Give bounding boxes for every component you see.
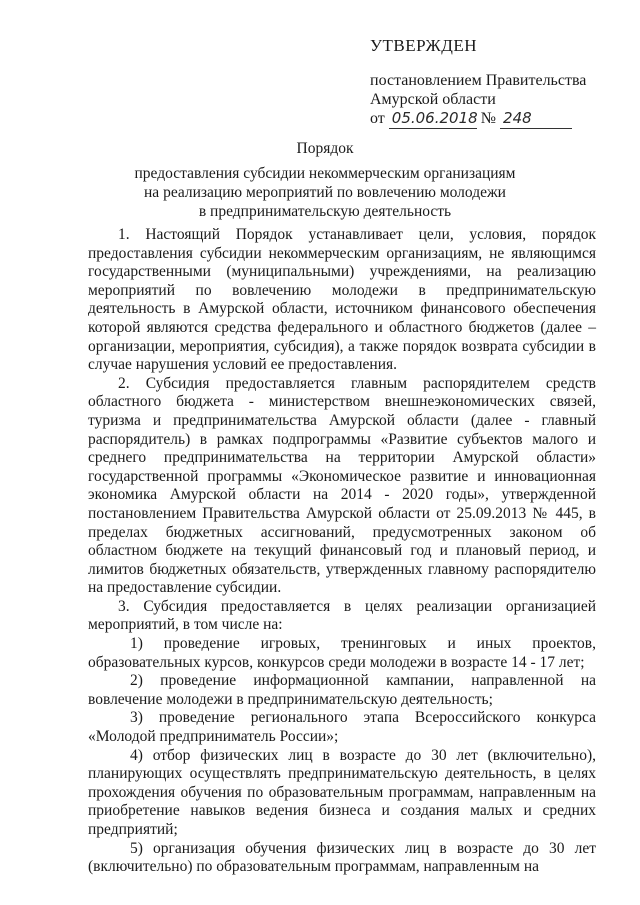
list-item-5: 5) организация обучения физических лиц в возрасте до 30 лет (включительно) по образовательным программам, направленным на (88, 839, 596, 876)
paragraph-2: 2. Субсидия предоставляется главным распорядителем средств областного бюджета - министерством внешнеэкономических связей, туризма и предпринимательства Амурской области (далее - главный распорядитель) в рамках подпрограммы «Развитие субъектов малого и среднего предпринимательства на территории Амурской области» государственной программы «Экономическое развитие и инновационная экономика Амурской области на 2014 - 2020 годы», утвержденной постановлением Правительства Амурской области от 25.09.2013 № 445, в пределах бюджетных ассигнований, предусмотренных законом об областном бюджете на текущий финансовый год и плановый период, и лимитов бюджетных обязательств, утвержденных главному распорядителю на предоставление субсидии. (88, 374, 596, 597)
list-item-1: 1) проведение игровых, тренинговых и иных проектов, образовательных курсов, конкурсов среди молодежи в возрасте 14 - 17 лет; (88, 635, 596, 671)
title-line-3: в предпринимательскую деятельность (198, 203, 452, 220)
paragraph-1: 1. Настоящий Порядок устанавливает цели, условия, порядок предоставления субсидии некоммерческим организациям, не являющимся государственными (муниципальными) учреждениями, на реализацию мероприятий по вовлечению молодежи в предпринимательскую деятельность в Амурской области, источником финансового обеспечения которой являются средства федерального и областного бюджетов (далее – организации, мероприятия, субсидия), а также порядок возврата субсидии в случае нарушения условий ее предоставления. (88, 226, 596, 374)
number-prefix: № (480, 110, 497, 127)
handwritten-date: 05.06.2018 (389, 109, 477, 129)
approval-heading: УТВЕРЖДЕН (370, 36, 477, 55)
approval-line-1: постановлением Правительства (370, 72, 587, 89)
approval-block (370, 36, 610, 129)
title-name: Порядок (296, 140, 354, 157)
document-title (90, 139, 560, 221)
paragraph-3: 3. Субсидия предоставляется в целях реализации организацией мероприятий, в том числе на: (88, 597, 596, 634)
list-item-2: 2) проведение информационной кампании, направленной на вовлечение молодежи в предпринимательскую деятельность; (88, 672, 596, 708)
list-item-4: 4) отбор физических лиц в возрасте до 30 лет (включительно), планирующих осуществлять предпринимательскую деятельность, в целях прохождения обучения по образовательным программам, направленным на приобретение навыков ведения бизнеса и создания малых и средних предприятий; (88, 746, 596, 838)
list-item-3: 3) проведение регионального этапа Всероссийского конкурса «Молодой предприниматель России»; (88, 709, 596, 746)
document-body (88, 226, 596, 877)
handwritten-number: 248 (500, 109, 572, 129)
title-line-1: предоставления субсидии некоммерческим организациям (134, 165, 516, 182)
approval-line-2: Амурской области (370, 91, 496, 108)
date-prefix: от (370, 110, 385, 127)
title-line-2: на реализацию мероприятий по вовлечению молодежи (144, 184, 506, 201)
approval-date-row (370, 109, 610, 129)
